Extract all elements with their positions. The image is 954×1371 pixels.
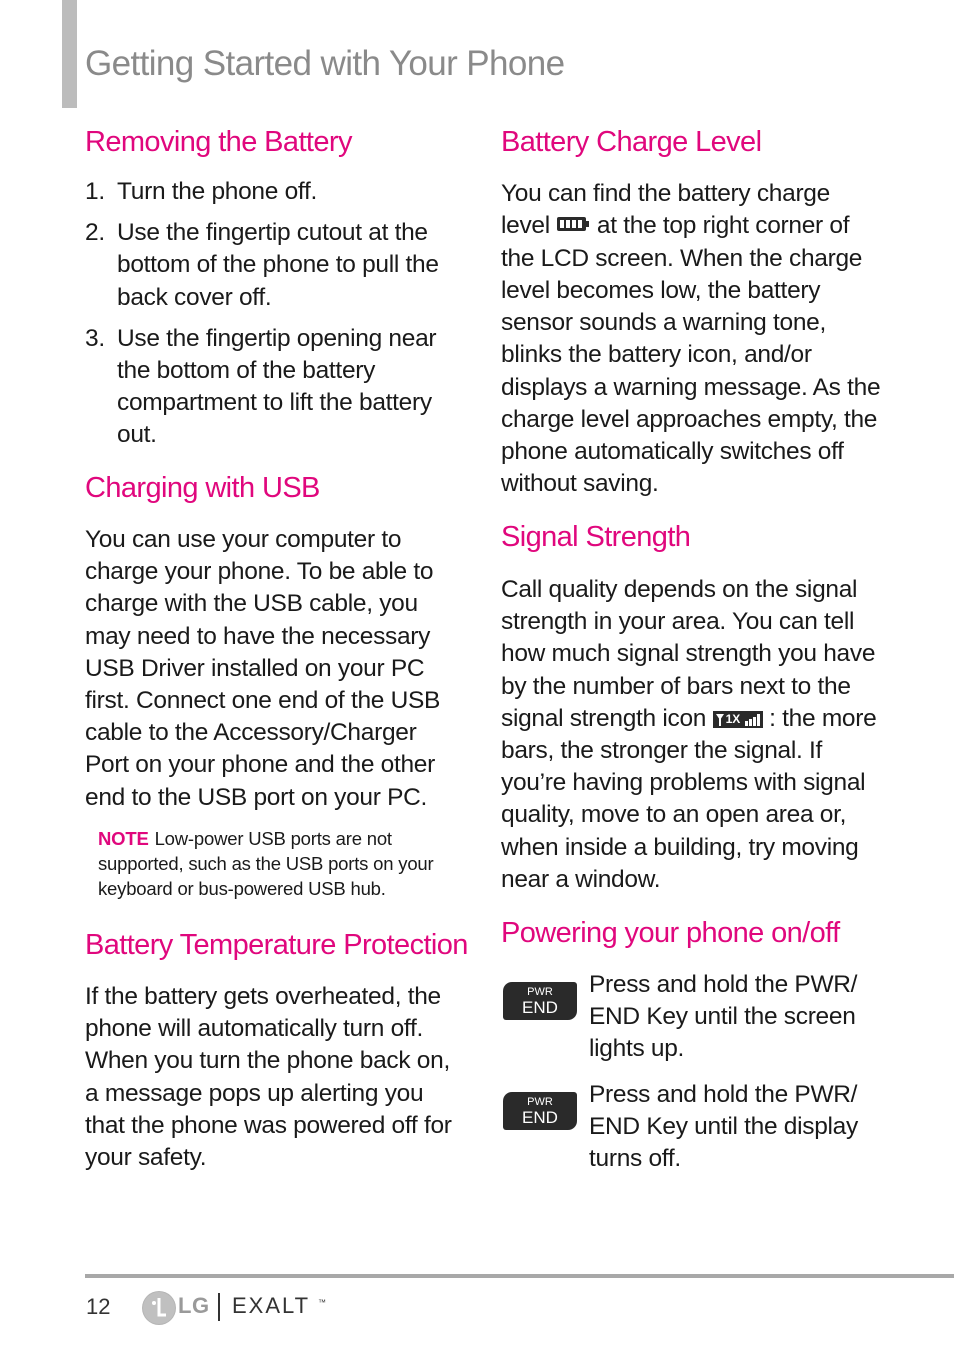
- power-on-instruction: [589, 969, 879, 1066]
- heading-removing-battery: Removing the Battery: [85, 126, 352, 158]
- power-off-key: PWR/ END Key: [589, 1081, 858, 1141]
- battery-charge-text-b: at the top right corner of the LCD screen. When the charge level becomes low, the battery sensor sounds a warning tone, blinks the battery icon, and/or displays a warning message. As the charge level approaches empty, the phone automatically switches off without saving.: [501, 212, 881, 498]
- list-item: [85, 323, 465, 452]
- battery-charge-text-a: You can find the battery charge level: [501, 180, 830, 240]
- key-label-top: PWR: [527, 1096, 553, 1108]
- power-off-pre: Press and hold the: [589, 1081, 788, 1108]
- note-box: [98, 826, 448, 901]
- power-on-post: until the screen lights up.: [589, 1003, 856, 1063]
- footer-separator: [218, 1293, 220, 1321]
- signal-text-b: : the more bars, the stronger the signal. If you’re having problems with signal quality, move to an open area or, when inside a building, try moving near a window.: [501, 704, 877, 893]
- note-text: Low-power USB ports are not supported, such as the USB ports on your keyboard or bus-powered USB hub.: [98, 828, 434, 899]
- heading-battery-temperature: Battery Temperature Protection: [85, 929, 468, 961]
- footer-divider: [85, 1274, 954, 1278]
- step-text: Turn the phone off.: [117, 178, 317, 205]
- signal-icon-label: 1X: [725, 712, 741, 727]
- note-label: NOTE: [98, 828, 149, 849]
- key-label-top: PWR: [527, 986, 553, 998]
- signal-text-a: Call quality depends on the signal strength in your area. You can tell how much signal strength you have by the number of bars next to the signal strength icon: [501, 576, 876, 732]
- step-text: Use the fingertip opening near the bottom of the battery compartment to lift the battery out.: [117, 324, 437, 449]
- list-item: [85, 176, 465, 208]
- power-on-pre: Press and hold the: [589, 971, 788, 998]
- product-name: EXALT: [232, 1293, 311, 1318]
- signal-strength-body: [501, 574, 881, 896]
- step-number: 3.: [85, 324, 105, 352]
- power-off-instruction: [589, 1079, 879, 1176]
- heading-battery-charge: Battery Charge Level: [501, 126, 762, 158]
- lg-logo-icon: [142, 1291, 176, 1325]
- battery-temperature-body: If the battery gets overheated, the phone will automatically turn off. When you turn the phone back on, a message pops up alerting you that the phone was powered off for your safety.: [85, 983, 452, 1172]
- title-accent-bar: [62, 0, 77, 108]
- pwr-end-key-icon: [503, 1092, 577, 1130]
- battery-charge-body: [501, 178, 881, 500]
- key-label-bottom: END: [522, 1108, 558, 1127]
- key-label-bottom: END: [522, 998, 558, 1017]
- page-title: Getting Started with Your Phone: [85, 44, 565, 83]
- removing-steps-list: [85, 176, 465, 461]
- battery-icon: [556, 211, 590, 243]
- trademark-symbol: ™: [318, 1298, 326, 1307]
- step-number: 2.: [85, 219, 105, 247]
- heading-signal-strength: Signal Strength: [501, 521, 691, 553]
- step-number: 1.: [85, 178, 105, 205]
- heading-charging-usb: Charging with USB: [85, 472, 320, 504]
- brand-name: LG: [178, 1293, 210, 1318]
- step-text: Use the fingertip cutout at the bottom of the phone to pull the back cover off.: [117, 219, 439, 311]
- power-on-key: PWR/ END Key: [589, 971, 858, 1031]
- charging-usb-body: You can use your computer to charge your phone. To be able to charge with the USB cable, you may need to have the necessary USB Driver installed on your PC first. Connect one end of the USB cable to the Accessory/Charger Port on your phone and the other end to the USB port on your PC.: [85, 526, 441, 811]
- heading-powering: Powering your phone on/off: [501, 917, 840, 949]
- signal-strength-icon: [713, 709, 763, 729]
- power-off-post: until the display turns off.: [589, 1113, 858, 1173]
- list-item: [85, 217, 465, 314]
- page-number: 12: [86, 1294, 111, 1319]
- pwr-end-key-icon: [503, 982, 577, 1020]
